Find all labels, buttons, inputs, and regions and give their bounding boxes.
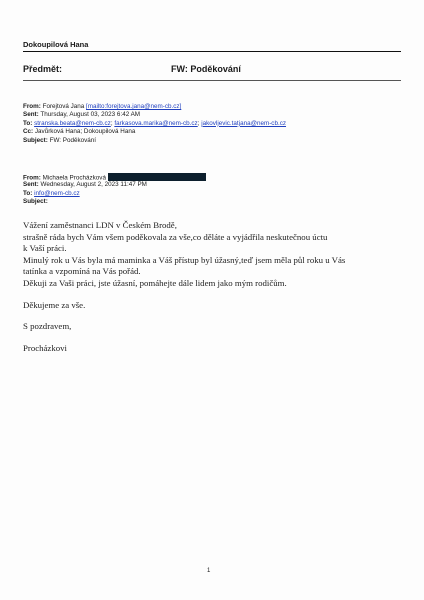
original-sent-value: Wednesday, August 2, 2023 11:47 PM — [40, 181, 147, 189]
forward-sent-line: Sent: Thursday, August 03, 2023 6:42 AM — [23, 111, 141, 119]
subject-value: FW: Poděkování — [171, 64, 241, 74]
forward-sent-value: Thursday, August 03, 2023 6:42 AM — [40, 111, 141, 119]
forward-subject-line: Subject: FW: Poděkování — [23, 136, 97, 144]
original-to-link[interactable]: info@nem-cb.cz — [34, 189, 80, 197]
forward-to-line: To: stranska.beata@nem-cb.cz; farkasova.marika@nem-cb.cz; jakovljevic.tatjana@nem-cb.cz — [23, 119, 287, 127]
forward-to-link-1[interactable]: stranska.beata@nem-cb.cz — [34, 119, 111, 127]
original-header — [23, 173, 206, 207]
message-line: k Vaší práci. — [23, 243, 67, 254]
forward-from-mailto-link[interactable]: [mailto:forejtova.jana@nem-cb.cz] — [86, 103, 182, 110]
mailbox-owner-name: Dokoupilová Hana — [23, 40, 89, 49]
message-line: Minulý rok u Vás byla má maminka a Váš přístup byl úžasný,teď jsem měla půl roku u Vás — [23, 254, 346, 265]
forward-subject-value: FW: Poděkování — [49, 136, 97, 144]
original-to-line: To: info@nem-cb.cz — [23, 189, 80, 197]
message-signature: Procházkovi — [23, 342, 67, 353]
forward-header — [23, 103, 286, 145]
page-number: 1 — [207, 568, 211, 574]
message-body — [23, 220, 403, 354]
forward-to-link-3[interactable]: jakovljevic.tatjana@nem-cb.cz — [201, 119, 287, 127]
forward-from-line: From: Forejtová Jana [mailto:forejtova.jana@nem-cb.cz] — [23, 103, 182, 110]
message-line: tatínka a vzpomíná na Vás pořád. — [23, 266, 141, 277]
original-from-line: From: Michaela Procházková — [23, 173, 206, 181]
subject-label: Předmět: — [23, 64, 63, 74]
message-line: Děkuji za Vaši práci, jste úžasní, pomáhejte dále lidem jako mým rodičům. — [23, 277, 287, 288]
header-divider — [23, 51, 401, 52]
forward-cc-line: Cc: Javůrková Hana; Dokoupilová Hana — [23, 128, 136, 136]
subject-divider — [23, 80, 401, 81]
original-from-name: Michaela Procházková — [42, 174, 106, 182]
original-subject-line: Subject: — [23, 198, 48, 206]
forward-cc-value: Javůrková Hana; Dokoupilová Hana — [34, 128, 136, 136]
message-greeting: Vážení zaměstnanci LDN v Českém Brodě, — [23, 220, 177, 230]
original-sent-line: Sent: Wednesday, August 2, 2023 11:47 PM — [23, 181, 147, 189]
redaction-bar — [108, 173, 206, 181]
forward-from-name: Forejtová Jana — [42, 103, 85, 110]
message-line: strašně ráda bych Vám všem poděkovala za vše,co děláte a vyjádřila neskutečnou úctu — [23, 231, 328, 242]
forward-to-link-2[interactable]: farkasova.marika@nem-cb.cz — [114, 119, 198, 127]
message-closing: S pozdravem, — [23, 321, 72, 332]
message-thanks: Děkujeme za vše. — [23, 299, 86, 310]
